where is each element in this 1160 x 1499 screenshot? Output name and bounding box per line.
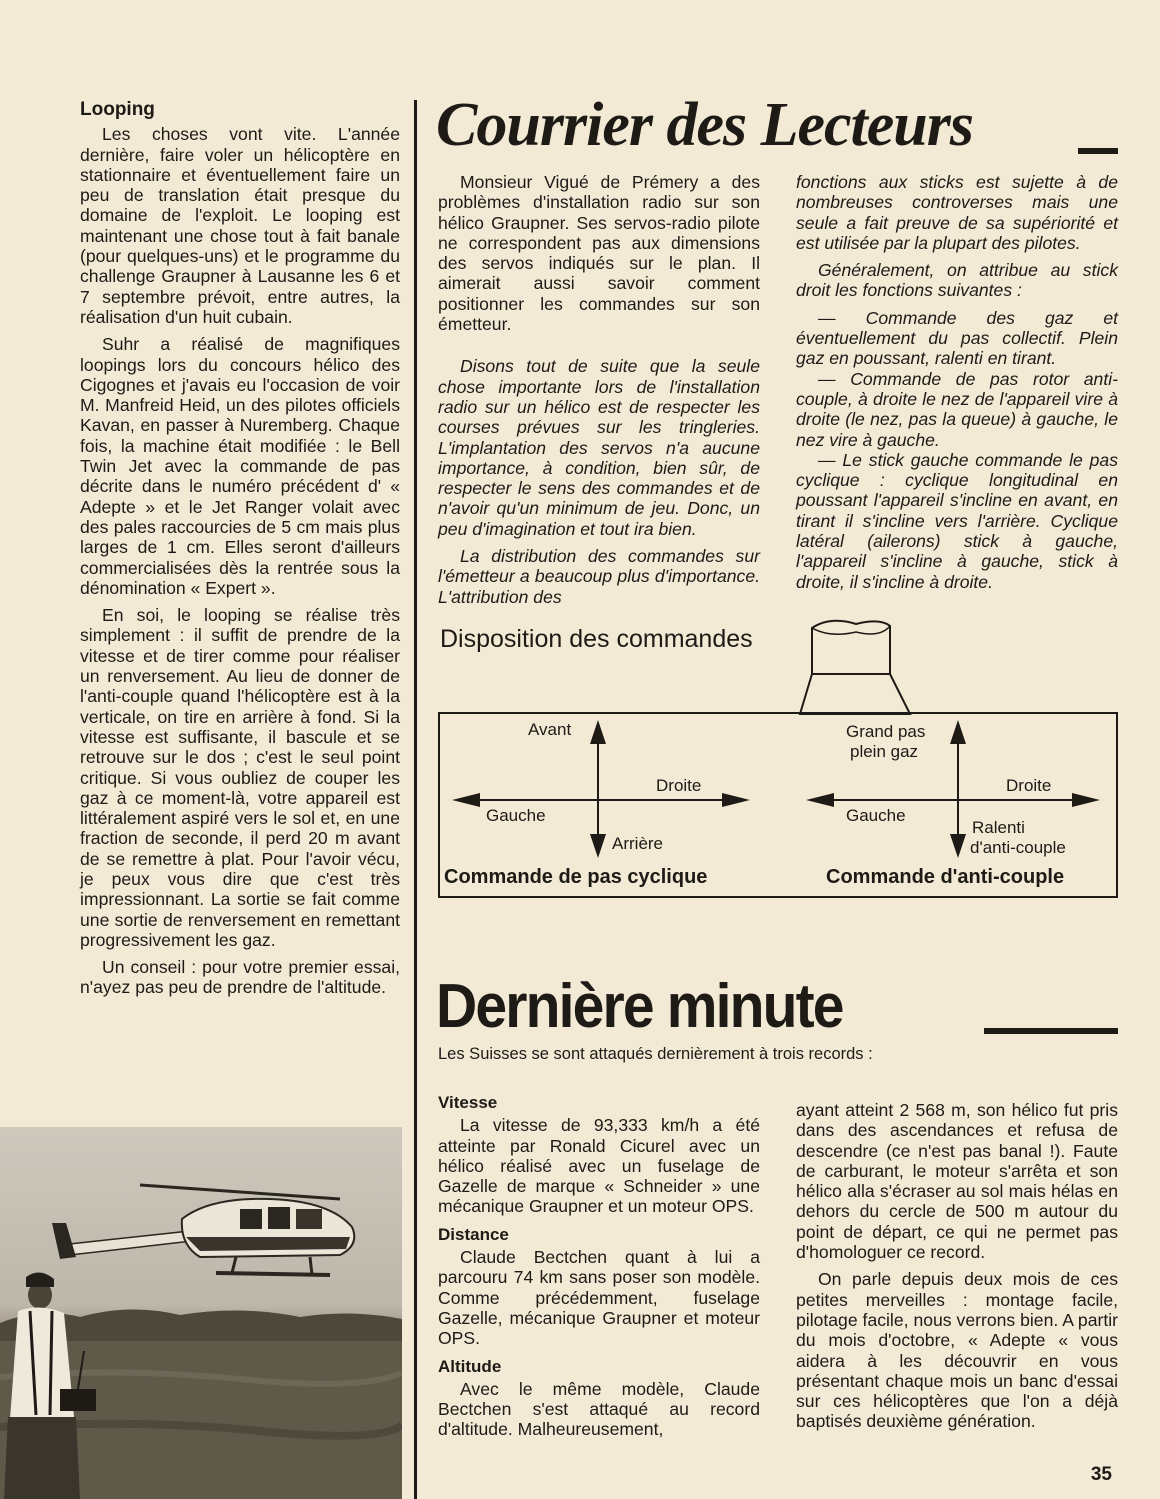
derniere-column-1 xyxy=(438,1093,760,1447)
looping-paragraph: Suhr a réalisé de magnifiques loopings lors du concours hélico des Cigognes et j'avais eu l'occasion de voir M. Manfreid Heid, un des pilotes officiels Kavan, en passer à Nuremberg. Chaque fois, la machine était modifiée : le Bell Twin Jet avec la commande de pas décrite dans le numéro précédent d' « Adepte » et le Jet Ranger volait avec des pales raccourcies de 5 cm mais plus larges de 1 cm. Elles seront d'ailleurs commercialisées dès la rentrée sous la dénomination « Expert ». xyxy=(80,334,400,598)
reply-paragraph: fonctions aux sticks est sujette à de nombreuses controverses mais une seule a fait preuve de sa supériorité et est utilisée par la plupart des pilotes. xyxy=(796,172,1118,253)
record-text: ayant atteint 2 568 m, son hélico fut pris dans des ascendances et refusa de descendre (ce n'est pas banal !). Faute de carburant, le moteur s'arrêta et son hélico alla s'écraser au sol mais hélas en dehors du cercle de 500 m autour du point de départ, ce qui ne permet pas d'homologuer ce record. xyxy=(796,1100,1118,1263)
anticouple-label-left: Gauche xyxy=(846,806,906,825)
record-text: La vitesse de 93,333 km/h a été atteinte par Ronald Cicurel avec un hélico réalisé avec un fuselage de Gazelle de marque « Schneider » une mécanique Graupner et un moteur OPS. xyxy=(438,1115,760,1217)
record-text: On parle depuis deux mois de ces petites merveilles : montage facile, pilotage facile, nous verrons bien. A partir du mois d'octobre, « Adepte « vous aidera à les découvrir en vous présentant chaque mois un banc d'essai sur ces hélicoptères que l'on a déjà baptisés deuxième génération. xyxy=(796,1269,1118,1432)
transmitter-sketch xyxy=(790,614,920,718)
page-number: 35 xyxy=(1090,1464,1112,1485)
derniere-title-rule xyxy=(984,1028,1118,1034)
looping-paragraph: En soi, le looping se réalise très simplement : il suffit de prendre de la vitesse et de tirer comme pour réaliser un renversement. Au lieu de donner de l'anti-couple quand l'hélicoptère est à la verticale, on tire en arrière à fond. Si la vitesse est suffisante, il bascule et se retrouve sur le dos ; c'est le seul point critique. Si vous oubliez de couper les gaz à ce moment-là, votre appareil est littéralement aspiré vers le sol et, en une fraction de seconde, il perd 20 m avant de se remettre à plat. Pour l'avoir vécu, je peux vous dire que c'est très impressionnant. La sortie se fait comme une sortie de renversement en remettant progressivement les gaz. xyxy=(80,605,400,950)
arrow-left-icon xyxy=(452,793,480,807)
arrow-up-icon xyxy=(950,720,966,744)
courrier-column-2 xyxy=(796,172,1118,599)
record-heading: Altitude xyxy=(438,1356,502,1376)
derniere-intro: Les Suisses se sont attaqués dernièrement à trois records : xyxy=(438,1045,873,1063)
anticouple-label-down-2: d'anti-couple xyxy=(970,838,1066,857)
looping-heading: Looping xyxy=(80,99,155,120)
cyclic-label-up: Avant xyxy=(528,720,572,739)
courrier-title-rule xyxy=(1078,148,1118,154)
helicopter-photo xyxy=(0,1127,402,1499)
cyclic-label-right: Droite xyxy=(656,776,702,795)
record-text: Claude Bectchen quant à lui a parcouru 74 km sans poser son modèle. Comme précédemment, fuselage Gazelle, mécanique Graupner et moteur OPS. xyxy=(438,1247,760,1349)
reply-paragraph: — Commande de pas rotor anti-couple, à droite le nez de l'appareil vire à droite (le nez, pas la queue) à gauche, le nez vire à gauche. xyxy=(796,368,1118,450)
arrow-right-icon xyxy=(1072,793,1100,807)
reply-paragraph: La distribution des commandes sur l'émetteur a beaucoup plus d'importance. L'attribution des xyxy=(438,546,760,607)
courrier-column-1 xyxy=(438,172,760,614)
helicopter-photo-image xyxy=(0,1127,402,1499)
anticouple-caption: Commande d'anti-couple xyxy=(826,866,1065,888)
anticouple-label-down-1: Ralenti xyxy=(972,818,1025,837)
reply-paragraph: — Commande des gaz et éventuellement du pas collectif. Plein gaz en poussant, ralenti en tirant. xyxy=(796,307,1118,369)
looping-article xyxy=(80,100,400,1005)
derniere-column-2 xyxy=(796,1100,1118,1439)
reply-paragraph: Généralement, on attribue au stick droit les fonctions suivantes : xyxy=(796,260,1118,301)
record-heading: Distance xyxy=(438,1224,509,1244)
reader-letter: Monsieur Vigué de Prémery a des problèmes d'installation radio sur son hélico Graupner. Ses servos-radio pilote ne correspondent pas aux dimensions des servos indiqués sur le plan. Il aimerait aussi savoir comment positionner les commandes sur son émetteur. xyxy=(438,172,760,335)
reply-paragraph: Disons tout de suite que la seule chose importante lors de l'installation radio sur un hélico est de respecter les courses prévues sur les tringleries. L'implantation des servos n'a aucune importance, à condition, bien sûr, de respecter le sens des commandes et de n'avoir qu'un minimum de jeu. Donc, un peu d'imagination et tout ira bien. xyxy=(438,356,760,539)
looping-paragraph: Les choses vont vite. L'année dernière, faire voler un hélicoptère en stationnaire et éventuellement faire un peu de translation était presque du domaine de l'exploit. Le looping est maintenant une chose tout à fait banale (pour quelques-uns) et le programme du challenge Graupner à Lausanne les 6 et 7 septembre prévoit, entre autres, la réalisation d'un huit cubain. xyxy=(80,124,400,327)
record-text: Avec le même modèle, Claude Bectchen s'est attaqué au record d'altitude. Malheureusement, xyxy=(438,1378,760,1440)
courrier-title: Courrier des Lecteurs xyxy=(436,91,973,159)
arrow-up-icon xyxy=(590,720,606,744)
anticouple-label-up-1: Grand pas xyxy=(846,722,926,741)
arrow-left-icon xyxy=(806,793,834,807)
cyclic-arrows xyxy=(440,714,780,864)
record-heading: Vitesse xyxy=(438,1093,498,1112)
arrow-down-icon xyxy=(950,834,966,858)
column-divider xyxy=(414,100,417,1499)
anticouple-label-up-2: plein gaz xyxy=(850,742,919,761)
arrow-down-icon xyxy=(590,834,606,858)
cyclic-caption: Commande de pas cyclique xyxy=(444,866,708,888)
anticouple-label-right: Droite xyxy=(1006,776,1052,795)
looping-paragraph: Un conseil : pour votre premier essai, n'ayez pas peu de prendre de l'altitude. xyxy=(80,957,400,998)
reply-paragraph: — Le stick gauche commande le pas cyclique : cyclique longitudinal en poussant l'appareil s'incline en avant, en tirant il s'incline vers l'arrière. Cyclique latéral (ailerons) stick à gauche, l'appareil s'incline à gauche, stick à droite, il s'incline à droite. xyxy=(796,449,1118,592)
cyclic-label-down: Arrière xyxy=(612,834,664,853)
arrow-right-icon xyxy=(722,793,750,807)
diagram-title: Disposition des commandes xyxy=(440,625,753,653)
cyclic-label-left: Gauche xyxy=(486,806,546,825)
derniere-minute-title: Dernière minute xyxy=(436,972,843,1041)
